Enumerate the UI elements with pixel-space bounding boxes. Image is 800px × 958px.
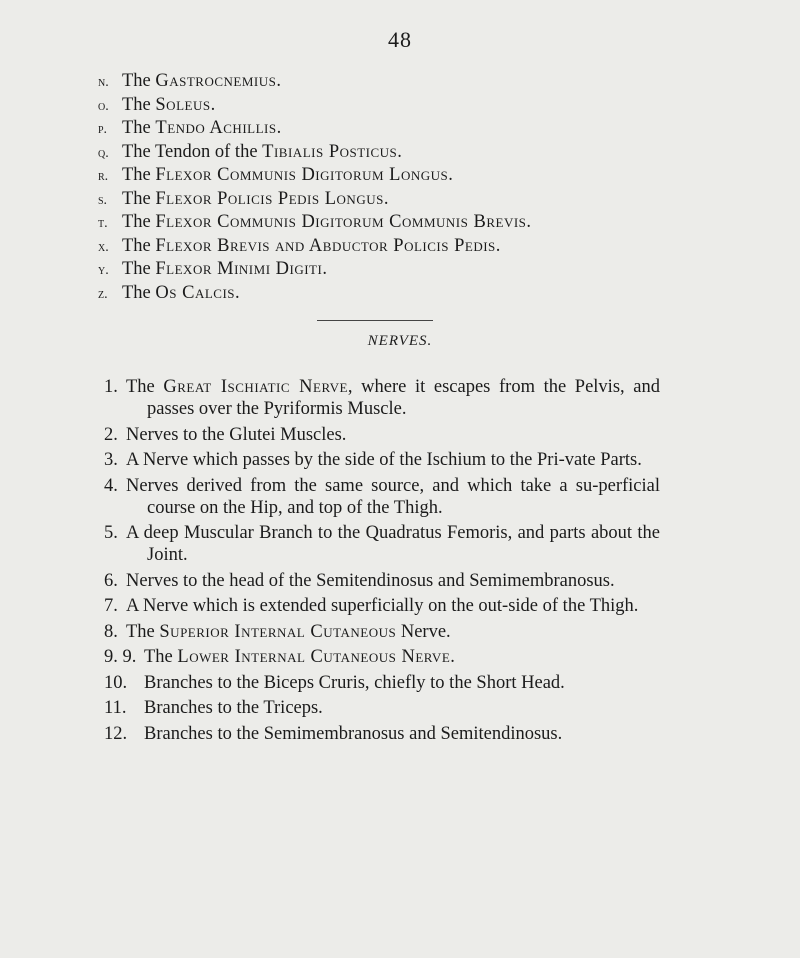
- item-suffix: .: [526, 212, 532, 232]
- muscle-name: Soleus: [155, 94, 211, 115]
- muscle-key-item: [98, 235, 678, 259]
- muscle-key-item: [98, 117, 678, 141]
- item-text: A Nerve which is extended superficially on the out-side of the Thigh.: [126, 596, 639, 616]
- page-number: 48: [388, 27, 412, 52]
- muscle-key-item: [98, 282, 678, 306]
- item-number: 1.: [104, 377, 118, 397]
- item-suffix: .: [210, 94, 216, 115]
- muscle-name: Tendo Achillis: [155, 118, 277, 138]
- item-key: r.: [98, 169, 109, 184]
- nerve-item: [104, 595, 660, 617]
- item-text: Nerves to the Glutei Muscles.: [126, 424, 347, 445]
- item-text: Branches to the Semimembranosus and Semitendinosus.: [144, 723, 563, 744]
- nerve-item: [104, 697, 660, 719]
- muscle-key-item: [98, 258, 678, 282]
- item-prefix: The: [122, 259, 156, 279]
- muscle-key-item: [98, 141, 678, 165]
- item-key: t.: [98, 216, 108, 231]
- item-suffix: .: [276, 118, 282, 138]
- item-prefix: The: [122, 188, 156, 209]
- nerve-item: [104, 475, 660, 519]
- muscle-key-list: [98, 70, 678, 305]
- item-prefix: The: [122, 212, 156, 232]
- item-suffix: .: [276, 71, 282, 91]
- item-prefix: The: [144, 647, 178, 667]
- section-title: NERVES.: [367, 333, 433, 349]
- item-text: Nerve.: [396, 621, 451, 642]
- muscle-key-item: [98, 211, 678, 235]
- item-suffix: .: [322, 259, 327, 279]
- item-key: s.: [98, 192, 108, 208]
- item-text: Nerves to the head of the Semitendinosus and Semimembranosus.: [126, 570, 615, 591]
- nerve-name: Great Ischiatic Nerve: [163, 377, 348, 397]
- item-text: , where it escapes from the Pelvis, and passes over the Pyriformis Muscle.: [147, 377, 660, 419]
- item-key: p.: [98, 122, 108, 137]
- item-suffix: .: [397, 141, 402, 162]
- item-key: o.: [98, 98, 109, 114]
- item-prefix: The: [122, 118, 156, 138]
- item-number: 10.: [104, 672, 128, 693]
- item-key: q.: [98, 145, 109, 161]
- item-prefix: The: [122, 165, 156, 185]
- nerve-item: [104, 570, 660, 592]
- item-text: Branches to the Triceps.: [144, 698, 323, 718]
- nerve-name: Superior Internal Cutaneous: [159, 621, 397, 642]
- item-number: 4.: [104, 475, 118, 496]
- nerve-item: [104, 376, 660, 420]
- muscle-key-item: [98, 70, 678, 94]
- muscle-name: Gastrocnemius: [155, 71, 277, 91]
- muscle-key-item: [98, 164, 678, 188]
- item-key: x.: [98, 239, 109, 255]
- item-prefix: The: [122, 71, 156, 91]
- item-text: A deep Muscular Branch to the Quadratus Femoris, and parts about the Joint.: [126, 523, 660, 565]
- section-divider: [317, 320, 433, 321]
- item-text: A Nerve which passes by the side of the Ischium to the Pri-vate Parts.: [126, 450, 642, 470]
- nerve-name: Lower Internal Cutaneous Nerve: [177, 647, 451, 667]
- nerve-item: [104, 646, 660, 668]
- item-key: z.: [98, 286, 108, 302]
- muscle-key-item: [98, 188, 678, 212]
- item-text: .: [450, 647, 455, 667]
- nerve-item: [104, 672, 660, 694]
- item-prefix: The: [122, 282, 156, 303]
- item-number: 6.: [104, 570, 118, 591]
- item-suffix: .: [495, 235, 501, 256]
- nerve-item: [104, 621, 660, 643]
- muscle-name: Flexor Communis Digitorum Longus: [155, 165, 449, 185]
- muscle-name: Flexor Brevis and Abductor Policis Pedis: [155, 235, 496, 256]
- muscle-name: Flexor Minimi Digiti: [155, 259, 323, 279]
- item-prefix: The: [122, 235, 156, 256]
- muscle-key-item: [98, 94, 678, 118]
- muscle-name: Os Calcis: [155, 282, 236, 303]
- item-suffix: .: [235, 282, 240, 303]
- item-prefix: The: [122, 94, 156, 115]
- item-number: 8.: [104, 621, 118, 642]
- item-prefix: The Tendon of the: [122, 141, 263, 162]
- item-number: 7.: [104, 596, 118, 616]
- nerve-item: [104, 723, 660, 745]
- item-number: 12.: [104, 723, 128, 744]
- item-number: 11.: [104, 698, 127, 718]
- item-suffix: .: [383, 188, 389, 209]
- item-number: 3.: [104, 450, 118, 470]
- item-text: Branches to the Biceps Cruris, chiefly to the Short Head.: [144, 672, 565, 693]
- nerve-item: [104, 522, 660, 566]
- nerve-list: [104, 376, 660, 748]
- item-number: 2.: [104, 424, 118, 445]
- item-number: 9. 9.: [104, 647, 137, 667]
- item-text: Nerves derived from the same source, and which take a su-perficial course on the Hip, and top of the Thigh.: [126, 475, 660, 518]
- muscle-name: Flexor Communis Digitorum Communis Brevis: [155, 212, 527, 232]
- muscle-name: Tibialis Posticus: [262, 141, 398, 162]
- item-number: 5.: [104, 523, 118, 543]
- nerve-item: [104, 449, 660, 471]
- item-prefix: The: [126, 621, 160, 642]
- item-prefix: The: [126, 377, 164, 397]
- muscle-name: Flexor Policis Pedis Longus: [155, 188, 384, 209]
- nerve-item: [104, 424, 660, 446]
- item-key: n.: [98, 75, 109, 90]
- item-key: y.: [98, 263, 109, 278]
- item-suffix: .: [448, 165, 453, 185]
